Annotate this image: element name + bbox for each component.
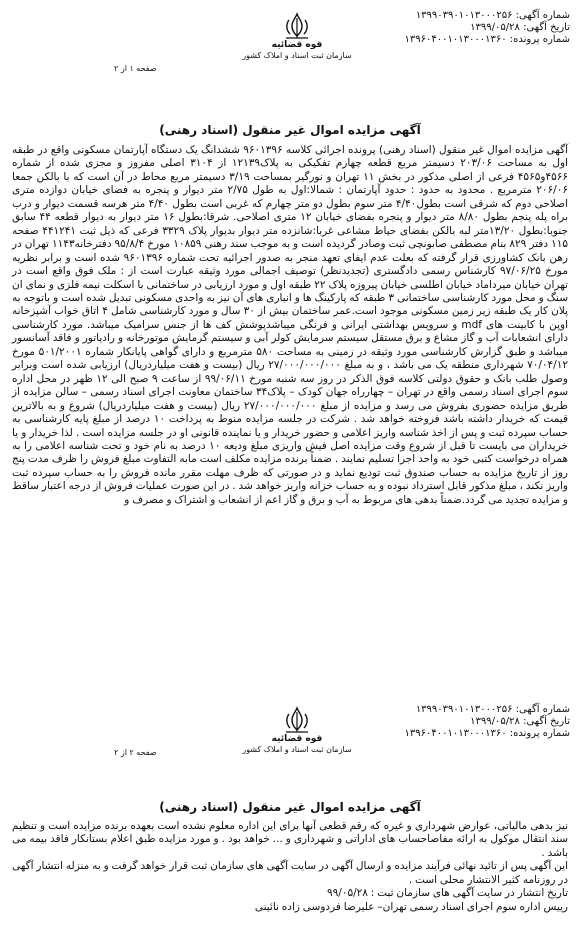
notice-title-2: آگهی مزایده اموال غیر منقول (اسناد رهنی) <box>159 800 421 814</box>
emblem-subtitle: سازمان ثبت اسناد و املاک کشور <box>242 745 352 754</box>
notice-number: شماره آگهی: ۱۳۹۹۰۳۹۰۱۰۱۳۰۰۰۲۵۶ <box>415 10 570 21</box>
continuation-text: نیز بدهی مالیاتی، عوارض شهرداری و غیره که رقم قطعی آنها برای این اداره معلوم نشده است بعهده برنده مزایده است و تنظیم سند انتقال موکول به ارائه مفاصاحساب های اداراتی و شهرداری و ... خواهد بود . و مورد مزایده طبق اعلام بستانکار فاقد بیمه می باشد . <box>12 820 568 859</box>
emblem-logo-icon <box>280 706 314 734</box>
emblem-subtitle: سازمان ثبت اسناد و املاک کشور <box>242 51 352 60</box>
publication-text: این آگهی پس از تائید نهائی فرآیند مزایده و ارسال آگهی در سایت آگهی های سازمان ثبت قرار خواهد گرفت و به منزله انتشار آگهی در روزنامه کثیر الانتشار محلی است . <box>12 860 568 886</box>
page-indicator: صفحه ۲ از ۲ <box>114 748 157 757</box>
page-indicator: صفحه ۱ از ۲ <box>114 64 157 73</box>
notice-date: تاریخ آگهی: ۱۳۹۹/۰۵/۲۸ <box>470 22 570 33</box>
emblem-logo-icon <box>280 12 314 40</box>
document-header-1 <box>0 6 580 78</box>
notice-date: تاریخ آگهی: ۱۳۹۹/۰۵/۲۸ <box>470 716 570 727</box>
notice-body-2 <box>12 820 568 914</box>
file-number: شماره پرونده: ۱۳۹۶۰۴۰۰۱۰۱۳۰۰۰۱۳۶۰ <box>404 728 570 739</box>
notice-body-1 <box>12 144 568 507</box>
notice-body-text: آگهی مزایده اموال غیر منقول (اسناد رهنی) پرونده اجرائی کلاسه ۹۶۰۱۳۹۶ ششدانگ یک دستگاه آپارتمان مسکونی واقع در طبقه اول به مساحت ۲۰۳/۰۶ دسیمتر مربع قطعه چهارم تفکیکی به پلاک۱۲۱۳۹ از ۳۱۰۴ اصلی مفروز و مجزی شده از شماره ۴۵۶۶و۴۵۶۵ فرعی از اصلی مذکور در بخش ۱۱ تهران و نورگیر بمساحت ۳/۱۹ دسیمتر مربع محاط در آن است که با بالکن جمعا ۲۰۶/۰۶ مترمربع . محدود به حدود : حدود آپارتمان : شمالا:اول به طول ۲/۷۵ متر دیوار و پنجره به فضای خیابان دوازده متری اصلاحی دوم که شرقی است بطول۴/۴۰ متر سوم بطول دو متر چهارم که غربی است بطول ۴/۴۰ متر هرسه قسمت دیوار و درب براه پله پنجم بطول ۸/۸۰ متر دیوار و پنجره بفضای خیابان ۱۲ متری اصلاحی. شرقا:بطول ۱۶ متر دیوار به دیوار قطعه ۴۴ سابق جنوبا:بطول ۱۳/۲۰متر لبه بالکن بفضای حیاط مشاعی غربا:شانزده متر دیوار بدیوار پلاک ۳۳۲۹ فرعی که ذیل ثبت ۴۴۱۲۴۱ صفحه ۱۱۵ دفتر ۸۲۹ بنام مصطفی صابونچی ثبت وصادر گردیده است و به موجب سند رهنی ۱۰۸۵۹ مورخ ۹۵/۸/۴ دفترخانه۱۱۴۳ تهران در رهن بانک کشاورزی قرار گرفته که بعلت عدم ایفای تعهد منجر به صدور اجرائیه تحت شماره ۹۶۰۱۳۹۶ شده است و برابر نظریه مورخ ۹۷/۰۶/۲۵ کارشناس رسمی دادگستری (تجدیدنظر) توصیف اجمالی مورد وثیقه عبارت است از : ملک فوق واقع است در تهران خیابان میرداماد خیابان اطلسی خیابان پیروزه پلاک ۲۲ طبقه اول و مورد ارزیابی در ساختمانی با اسکلت نیمه فلزی و نمای ان سنگ و محل مورد کارشناسی ساختمانی ۳ طبقه که پارکینگ ها و انباری های آن نیز به واحدی مسکونی تبدیل شده است و باتوجه به پلان کار یک طبقه زیر زمین مسکونی موجود است.عمر ساختمان بیش از ۳۰ سال و مورد کارشناسی شامل ۴ اتاق خواب آشپزخانه اوپن با کابینت های mdf و سرویس بهداشتی ایرانی و فرنگی میباشدپوشش کف ها از جنس سرامیک میباشد. مورد کارشناسی دارای انشعابات آب و گاز مشاع و برق مستقل سیستم سرمایش کولر آبی و سیستم گرمایش موتورخانه و رادیاتور و فاقد آسانسور میباشد و طبق گزارش کارشناسی مورد وثیقه در زمینی به مساحت ۵۸۰ مترمربع و دارای گواهی پایانکار شماره ۵۰۱/۲۰۰۱ مورخ ۷۰/۰۴/۱۲ شهرداری منطقه یک می باشد ، و به مبلغ ۲۷/۰۰۰/۰۰۰/۰۰۰ ریال (بیست و هفت میلیاردریال) ارزیابی شده است وبرابر وصول طلب بانک و حقوق دولتی کلاسه فوق الذکر در روز سه شنبه مورخ ۹۹/۰۶/۱۱ از ساعت ۹ صبح الی ۱۲ ظهر در محل اداره سوم اجرای اسناد رسمی واقع در تهران – چهارراه جهان کودک – پلاک۳۴ ساختمان معاونت اجرای اسناد رسمی – سالن مزایده از طریق مزایده حضوری بفروش می رسد و مزایده از مبلغ ۲۷/۰۰۰/۰۰۰/۰۰۰ ریال (بیست و هفت میلیاردریال) شروع و به بالاترین قیمت که خریدار داشته باشد فروخته خواهد شد . شرکت در جلسه مزایده منوط به پرداخت ۱۰ درصد از مبلغ پایه کارشناسی به حساب سپرده ثبت و پس از اخذ شناسه واریز اعلامی و حضور خریدار و یا نماینده قانونی او در جلسه مزایده است . لذا خریدار و یا خریداران می بایست تا قبل از شروع وقت مزایده اصل فیش واریزی مبلغ ودیعه ۱۰ درصد به نام خود و تحت شناسه اعلامی را به همراه درخواست کتبی خود به واحد اجرا تسلیم نمایند . ضمناً برنده مزایده مکلف است مابه التفاوت مبلغ فروش را ظرف مدت پنج روز از تاریخ مزایده به حساب صندوق ثبت تودیع نماید و در صورتی که ظرف مهلت مقرر مانده فروش را به حساب سپرده ثبت واریز نکند ، مبلغ مذکور قابل استرداد نبوده و به حساب خزانه واریز خواهد شد . در این صورت عملیات فروش از درجه اعتبار ساقط و مزایده تجدید می گردد.ضمناً بدهی های مربوط به آب و برق و گاز اعم از انشعاب و اشتراک و مصرف و <box>12 144 569 506</box>
notice-title-1: آگهی مزایده اموال غیر منقول (اسناد رهنی) <box>159 123 421 137</box>
meta-block-2 <box>405 704 570 740</box>
emblem-title: قوه قضائیه <box>271 734 323 744</box>
judiciary-emblem-2 <box>222 706 372 755</box>
judiciary-emblem-1 <box>222 12 372 61</box>
meta-block-1 <box>405 10 570 46</box>
emblem-title: قوه قضائیه <box>271 40 323 50</box>
document-header-2 <box>0 700 580 772</box>
signatory: رییس اداره سوم اجرای اسناد رسمی تهران– علیرضا فردوسی زاده نائینی <box>254 900 568 913</box>
notice-number: شماره آگهی: ۱۳۹۹۰۳۹۰۱۰۱۳۰۰۰۲۵۶ <box>415 704 570 715</box>
publication-date: تاریخ انتشار در سایت آگهی های سازمان ثبت : ۹۹/۰۵/۲۸ <box>327 887 568 900</box>
file-number: شماره پرونده: ۱۳۹۶۰۴۰۰۱۰۱۳۰۰۰۱۳۶۰ <box>404 34 570 45</box>
